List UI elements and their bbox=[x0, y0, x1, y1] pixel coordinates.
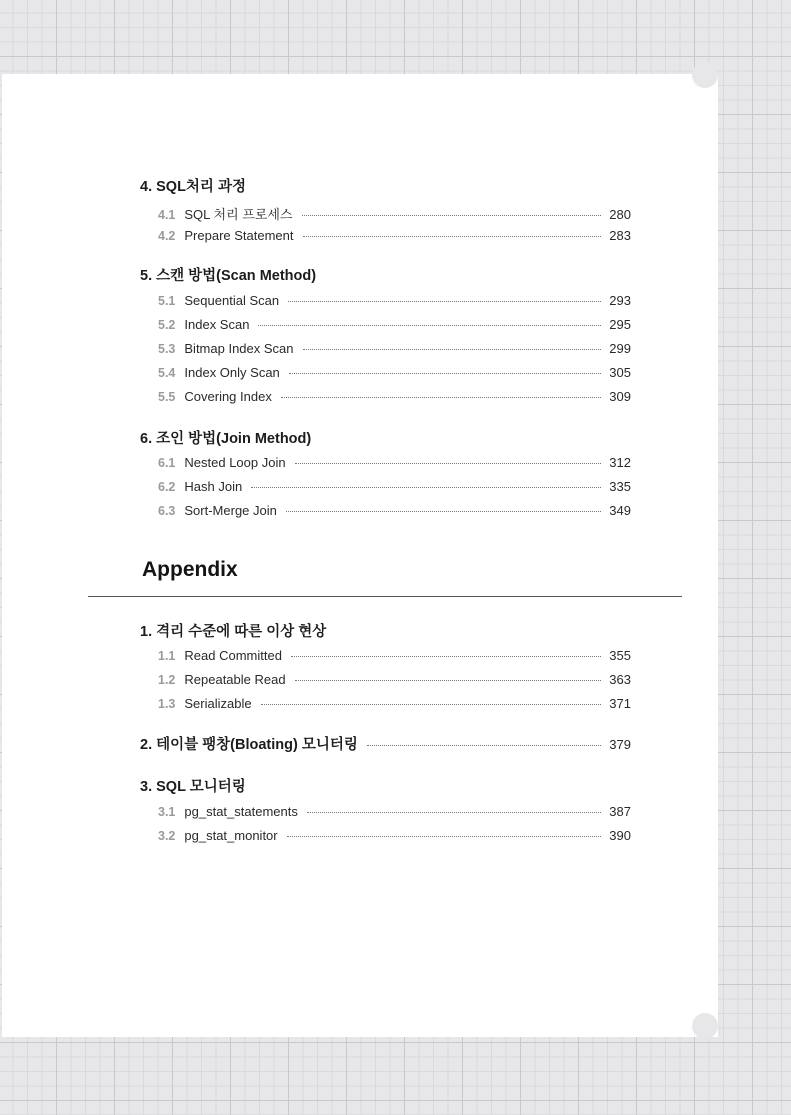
toc-entry-6-2[interactable] bbox=[158, 479, 631, 497]
dot-leader bbox=[286, 511, 601, 512]
appendix-heading: Appendix bbox=[142, 558, 238, 581]
entry-page: 335 bbox=[609, 479, 631, 494]
entry-label: Bitmap Index Scan bbox=[184, 341, 294, 356]
dot-leader bbox=[261, 704, 602, 705]
entry-page: 280 bbox=[609, 207, 631, 222]
section-title-5: 5. 스캔 방법(Scan Method) bbox=[140, 268, 317, 284]
entry-label: SQL 처리 프로세스 bbox=[184, 207, 293, 222]
entry-page: 305 bbox=[609, 365, 631, 380]
entry-label: pg_stat_monitor bbox=[184, 828, 278, 843]
entry-page: 295 bbox=[609, 317, 631, 332]
entry-number: 4.1 bbox=[158, 208, 176, 222]
entry-page: 379 bbox=[609, 737, 631, 752]
entry-label: Index Only Scan bbox=[184, 365, 280, 380]
entry-number: 3.2 bbox=[158, 829, 176, 843]
entry-number: 6.2 bbox=[158, 480, 176, 494]
toc-entry-5-5[interactable] bbox=[158, 389, 631, 407]
entry-page: 371 bbox=[609, 696, 631, 711]
entry-number: 1.2 bbox=[158, 673, 176, 687]
entry-label: Sort-Merge Join bbox=[184, 503, 277, 518]
toc-entry-a3-2[interactable] bbox=[158, 828, 631, 846]
dot-leader bbox=[288, 301, 601, 302]
entry-number: 6.3 bbox=[158, 504, 176, 518]
section-title-4: 4. SQL처리 과정 bbox=[140, 179, 246, 195]
dot-leader bbox=[281, 397, 601, 398]
entry-label: Read Committed bbox=[184, 648, 282, 663]
entry-label: Hash Join bbox=[184, 479, 243, 494]
toc-entry-a2[interactable] bbox=[140, 733, 631, 751]
dot-leader bbox=[307, 812, 601, 813]
toc-entry-5-4[interactable] bbox=[158, 365, 631, 383]
appendix-title-1: 1. 격리 수준에 따른 이상 현상 bbox=[140, 624, 327, 640]
entry-number: 5.5 bbox=[158, 390, 176, 404]
dot-leader bbox=[302, 215, 602, 216]
entry-page: 390 bbox=[609, 828, 631, 843]
entry-page: 283 bbox=[609, 228, 631, 243]
entry-page: 309 bbox=[609, 389, 631, 404]
entry-label: Prepare Statement bbox=[184, 228, 294, 243]
dot-leader bbox=[367, 745, 601, 746]
entry-number: 5.3 bbox=[158, 342, 176, 356]
entry-number: 4.2 bbox=[158, 229, 176, 243]
entry-page: 299 bbox=[609, 341, 631, 356]
toc-entry-a1-1[interactable] bbox=[158, 648, 631, 666]
toc-entry-6-3[interactable] bbox=[158, 503, 631, 521]
entry-number: 1.3 bbox=[158, 697, 176, 711]
entry-number: 1.1 bbox=[158, 649, 176, 663]
dot-leader bbox=[251, 487, 601, 488]
appendix-title-3: 3. SQL 모니터링 bbox=[140, 779, 246, 795]
toc-entry-4-1[interactable] bbox=[158, 204, 631, 222]
dot-leader bbox=[287, 836, 602, 837]
toc-entry-6-1[interactable] bbox=[158, 455, 631, 473]
dot-leader bbox=[303, 349, 602, 350]
entry-number: 6.1 bbox=[158, 456, 176, 470]
entry-label: Covering Index bbox=[184, 389, 272, 404]
dot-leader bbox=[295, 463, 602, 464]
entry-number: 5.2 bbox=[158, 318, 176, 332]
toc-entry-4-2[interactable] bbox=[158, 228, 631, 246]
entry-label: 2. 테이블 팽창(Bloating) 모니터링 bbox=[140, 737, 358, 753]
dot-leader bbox=[303, 236, 602, 237]
entry-page: 363 bbox=[609, 672, 631, 687]
entry-page: 312 bbox=[609, 455, 631, 470]
entry-number: 5.4 bbox=[158, 366, 176, 380]
entry-number: 5.1 bbox=[158, 294, 176, 308]
page-corner-notch bbox=[692, 62, 718, 88]
entry-page: 293 bbox=[609, 293, 631, 308]
appendix-divider bbox=[88, 596, 682, 597]
entry-label: Repeatable Read bbox=[184, 672, 286, 687]
entry-label: Serializable bbox=[184, 696, 252, 711]
entry-label: pg_stat_statements bbox=[184, 804, 298, 819]
dot-leader bbox=[295, 680, 602, 681]
page-corner-notch bbox=[692, 1013, 718, 1039]
toc-entry-5-1[interactable] bbox=[158, 293, 631, 311]
dot-leader bbox=[258, 325, 601, 326]
toc-entry-5-3[interactable] bbox=[158, 341, 631, 359]
entry-label: Index Scan bbox=[184, 317, 250, 332]
entry-page: 355 bbox=[609, 648, 631, 663]
dot-leader bbox=[289, 373, 602, 374]
dot-leader bbox=[291, 656, 601, 657]
entry-label: Nested Loop Join bbox=[184, 455, 286, 470]
entry-page: 387 bbox=[609, 804, 631, 819]
toc-entry-a1-2[interactable] bbox=[158, 672, 631, 690]
toc-entry-a1-3[interactable] bbox=[158, 696, 631, 714]
entry-number: 3.1 bbox=[158, 805, 176, 819]
toc-entry-a3-1[interactable] bbox=[158, 804, 631, 822]
toc-entry-5-2[interactable] bbox=[158, 317, 631, 335]
entry-page: 349 bbox=[609, 503, 631, 518]
section-title-6: 6. 조인 방법(Join Method) bbox=[140, 431, 312, 447]
entry-label: Sequential Scan bbox=[184, 293, 280, 308]
